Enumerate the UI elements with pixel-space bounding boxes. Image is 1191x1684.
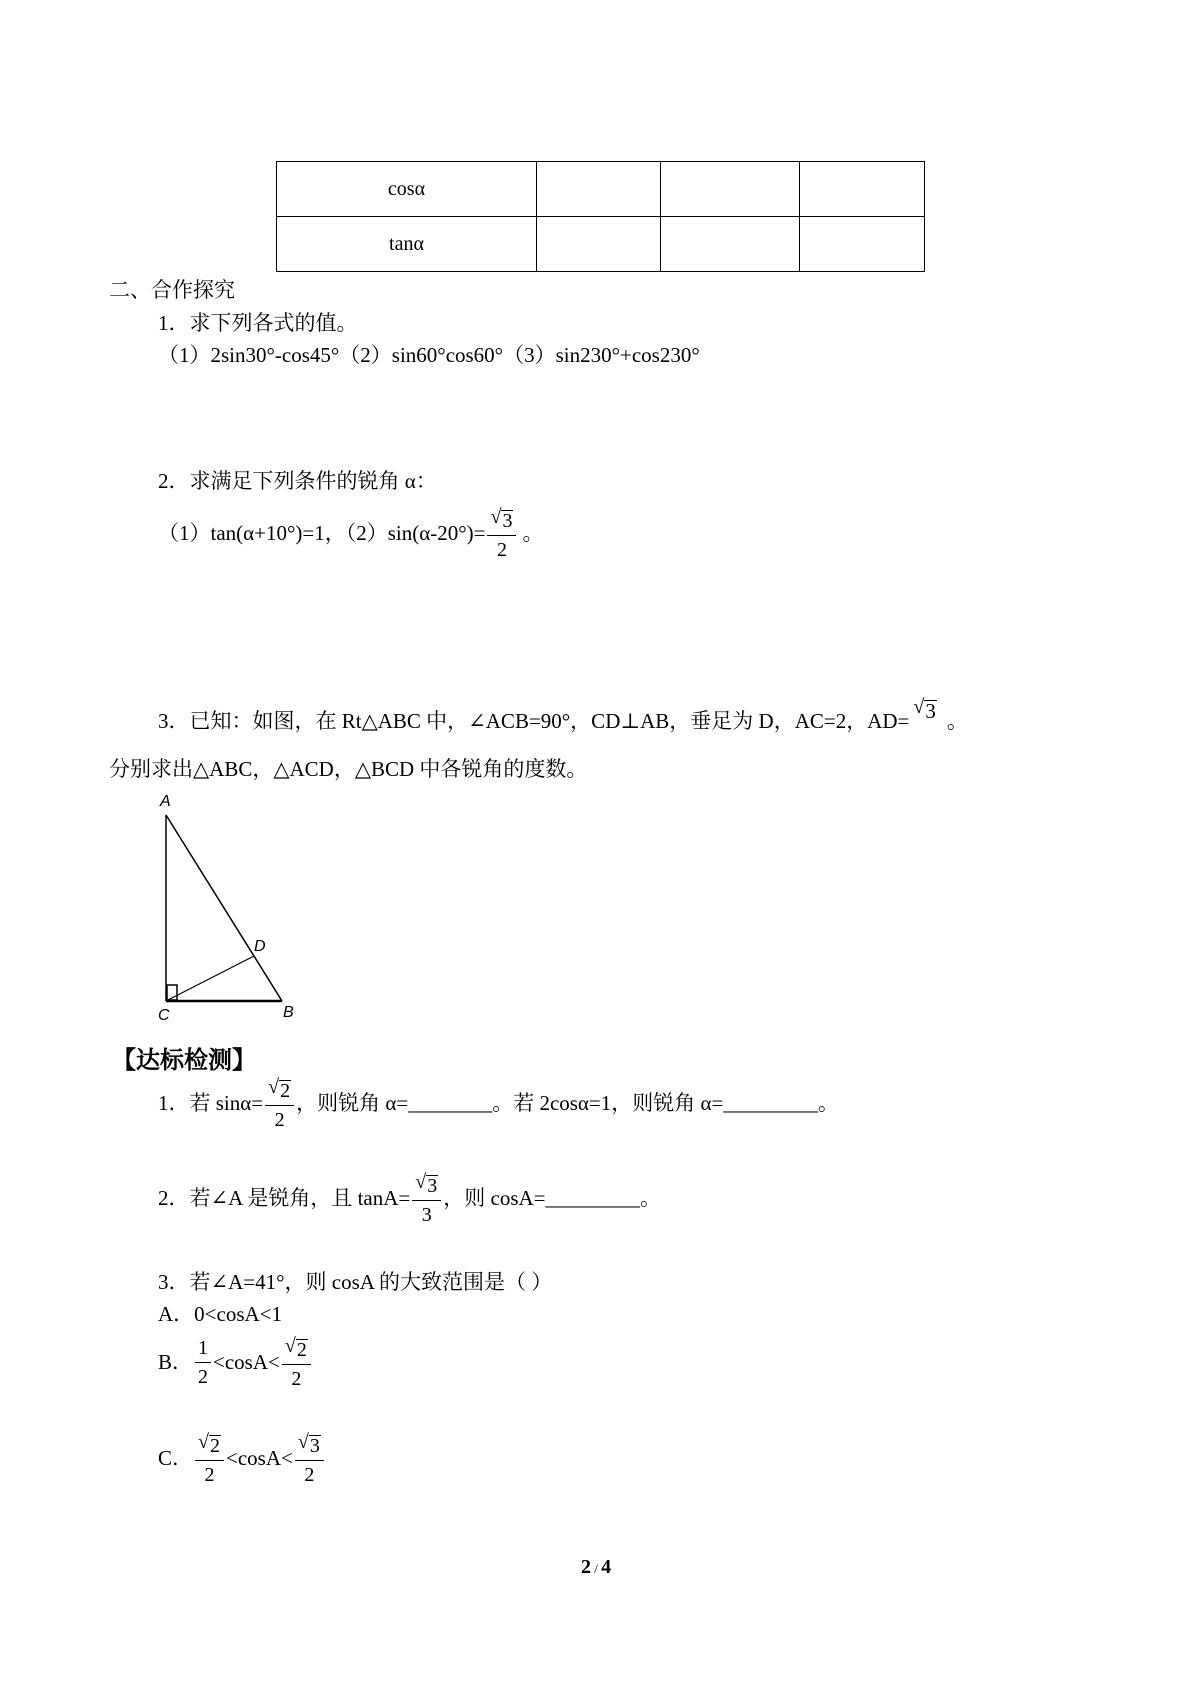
denominator: 2 — [291, 1368, 302, 1390]
radicand: 2 — [210, 1435, 220, 1457]
denominator: 2 — [204, 1464, 215, 1486]
numerator: 1 — [195, 1338, 211, 1363]
side-ab — [166, 815, 282, 1001]
page-total: 4 — [601, 1556, 612, 1578]
option-b — [158, 1336, 313, 1389]
table-cell — [800, 162, 925, 217]
option-b-prefix: B． — [158, 1350, 194, 1374]
radicand: 3 — [427, 1175, 438, 1197]
radicand: 3 — [309, 1435, 320, 1457]
triangle-figure — [150, 785, 310, 1020]
label-c: C — [158, 1007, 170, 1020]
radical-sign: √ — [284, 1335, 296, 1357]
radicand: 2 — [280, 1080, 291, 1102]
label-a: A — [160, 793, 171, 810]
radicand: 3 — [925, 699, 936, 723]
table-row — [277, 217, 925, 272]
question-3-line-2: 分别求出△ABC，△ACD，△BCD 中各锐角的度数。 — [109, 757, 588, 781]
radical-sign: √ — [198, 1431, 209, 1453]
table-row-label: tanα — [277, 217, 537, 272]
fraction-sqrt2-over-2 — [195, 1432, 224, 1485]
question-2-text: （1）tan(α+10°)=1，（2）sin(α-20°)= — [158, 521, 486, 545]
page-number — [581, 1556, 611, 1579]
radical-sign: √ — [415, 1171, 427, 1193]
test-question-1 — [158, 1077, 839, 1130]
option-a: A．0<cosA<1 — [158, 1302, 283, 1326]
sqrt3-ad — [913, 697, 936, 722]
fraction-sqrt3-over-3 — [412, 1172, 441, 1225]
test-q1-text-b: ，则锐角 α=________。若 2cosα=1，则锐角 α=_________。 — [296, 1091, 839, 1115]
denominator: 3 — [421, 1204, 432, 1226]
section-title-test: 【达标检测】 — [112, 1046, 256, 1074]
option-b-inequality: <cosA< — [213, 1350, 280, 1374]
fraction-sqrt2-over-2 — [282, 1336, 311, 1389]
table-row-label: cosα — [277, 162, 537, 217]
page-current: 2 — [581, 1556, 591, 1578]
radical-sign: √ — [268, 1076, 280, 1098]
label-d: D — [254, 938, 266, 955]
table-cell — [661, 162, 800, 217]
label-b: B — [283, 1004, 294, 1020]
radical-sign: √ — [913, 696, 925, 718]
question-2-title: 2．求满足下列条件的锐角 α： — [158, 469, 437, 493]
question-2-end: 。 — [522, 521, 544, 545]
table-cell — [537, 162, 661, 217]
question-2-parts — [158, 507, 543, 560]
test-question-3-title: 3．若∠A=41°，则 cosA 的大致范围是（ ） — [158, 1270, 553, 1294]
fraction-sqrt2-over-2 — [265, 1077, 294, 1130]
fraction-1-over-2 — [195, 1338, 211, 1387]
test-question-2 — [158, 1172, 661, 1225]
fraction-sqrt3-over-2 — [295, 1432, 324, 1485]
section-title-cooperation: 二、合作探究 — [109, 278, 235, 302]
denominator: 2 — [198, 1366, 209, 1388]
radical-sign: √ — [297, 1431, 309, 1453]
radical-sign: √ — [490, 506, 502, 528]
table-cell — [800, 217, 925, 272]
question-3-line-1 — [158, 696, 968, 733]
test-q1-text-a: 1．若 sinα= — [158, 1091, 264, 1115]
option-c-inequality: <cosA< — [226, 1446, 293, 1470]
page-separator: / — [591, 1561, 602, 1576]
denominator: 2 — [304, 1464, 315, 1486]
test-q2-text-b: ，则 cosA=_________。 — [443, 1186, 662, 1210]
table-cell — [537, 217, 661, 272]
trig-table — [276, 161, 925, 272]
option-c — [158, 1432, 326, 1485]
radicand: 2 — [296, 1339, 307, 1361]
fraction-sqrt3-over-2 — [487, 507, 516, 560]
question-1-items: （1）2sin30°-cos45°（2）sin60°cos60°（3）sin230°+cos230° — [158, 343, 700, 367]
radicand: 3 — [502, 510, 513, 532]
question-1-title: 1．求下列各式的值。 — [158, 311, 358, 335]
test-q2-text-a: 2．若∠A 是锐角，且 tanA= — [158, 1186, 411, 1210]
question-3-end: 。 — [946, 709, 968, 733]
table-row — [277, 162, 925, 217]
denominator: 2 — [496, 539, 507, 561]
denominator: 2 — [274, 1109, 285, 1131]
table-cell — [661, 217, 800, 272]
question-3-text: 3．已知：如图，在 Rt△ABC 中，∠ACB=90°，CD⊥AB，垂足为 D，AC=2，AD= — [158, 709, 910, 733]
altitude-cd — [166, 956, 254, 1001]
option-c-prefix: C． — [158, 1446, 194, 1470]
